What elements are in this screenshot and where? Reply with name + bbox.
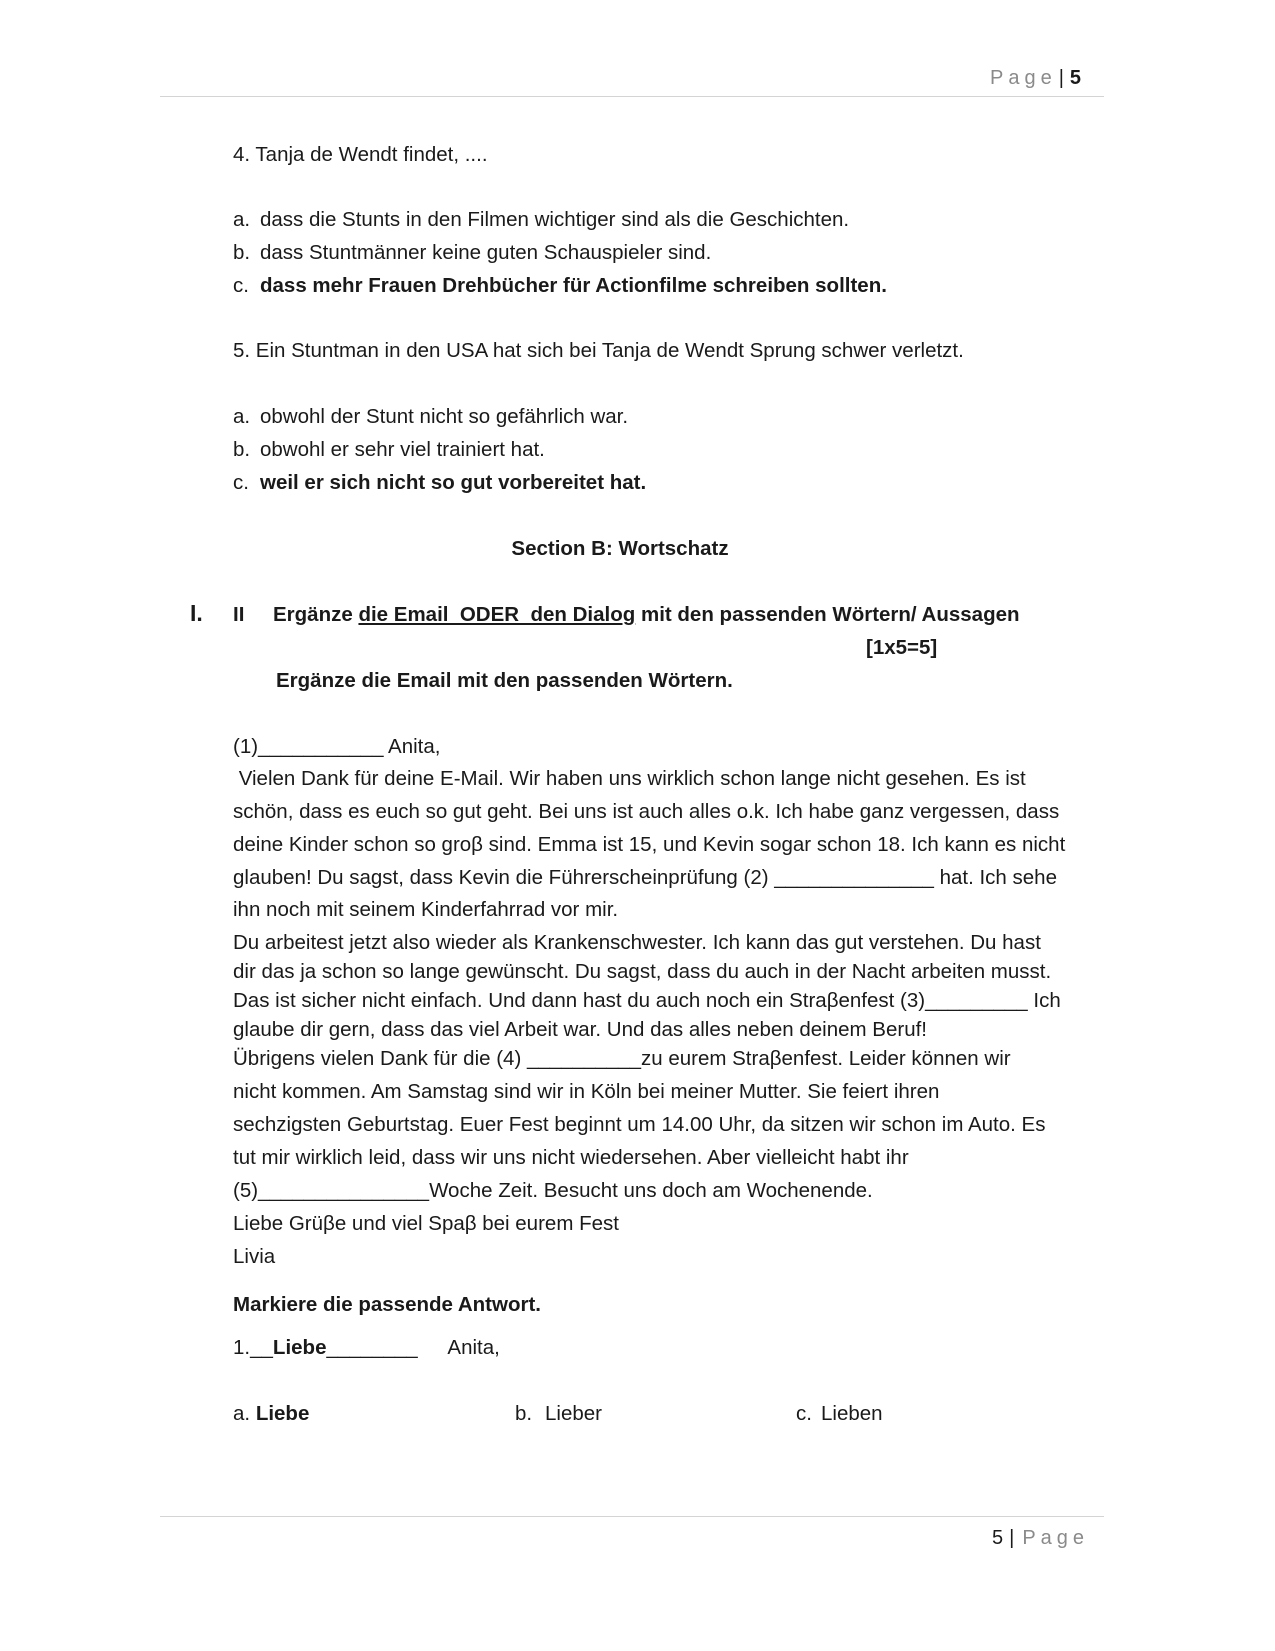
- option-letter: a.: [233, 208, 251, 231]
- task-option-b: [515, 1404, 602, 1425]
- task-heading: [233, 605, 1020, 626]
- email-line: (5)_______________Woche Zeit. Besucht uns doch am Wochenende.: [233, 1179, 873, 1202]
- email-line: Übrigens vielen Dank für die (4) __________zu eurem Straβenfest. Leider können wir: [233, 1047, 1011, 1070]
- footer-page-word: Page: [1022, 1527, 1090, 1549]
- item-tail: Anita,: [447, 1336, 500, 1359]
- option-letter: c.: [233, 274, 249, 297]
- option-letter: b.: [515, 1402, 533, 1425]
- email-line: tut mir wirklich leid, dass wir uns nicht wiedersehen. Aber vielleicht habt ihr: [233, 1146, 909, 1169]
- header-page-number: 5: [1069, 67, 1082, 89]
- task-instruction: Markiere die passende Antwort.: [233, 1293, 541, 1316]
- task-option-c: [796, 1404, 883, 1425]
- option-letter: b.: [233, 241, 251, 264]
- question-5-option-b: [233, 440, 545, 461]
- task-pre: Ergänze: [273, 603, 353, 626]
- option-letter: c.: [233, 471, 249, 494]
- header-rule: [160, 96, 1104, 97]
- email-line: dir das ja schon so lange gewünscht. Du sagst, dass du auch in der Nacht arbeiten musst.: [233, 960, 1052, 983]
- item-answer: Liebe: [272, 1336, 327, 1359]
- task-item-1: [233, 1338, 500, 1359]
- task-option-a: [233, 1404, 309, 1425]
- section-title: Section B: Wortschatz: [511, 537, 729, 560]
- section-roman-numeral: I.: [190, 600, 203, 626]
- marks-label: [1x5=5]: [866, 636, 938, 659]
- question-5-stem: 5. Ein Stuntman in den USA hat sich bei Tanja de Wendt Sprung schwer verletzt.: [233, 339, 964, 362]
- email-line: Du arbeitest jetzt also wieder als Krankenschwester. Ich kann das gut verstehen. Du hast: [233, 931, 1041, 954]
- email-line: ihn noch mit seinem Kinderfahrrad vor mir.: [233, 898, 619, 921]
- option-letter: b.: [233, 438, 251, 461]
- option-text: dass die Stunts in den Filmen wichtiger sind als die Geschichten.: [260, 208, 850, 231]
- option-letter: a.: [233, 405, 251, 428]
- email-line: deine Kinder schon so groβ sind. Emma ist 15, und Kevin sogar schon 18. Ich kann es nicht: [233, 833, 1066, 856]
- page-header: [990, 68, 1081, 88]
- email-line: Vielen Dank für deine E-Mail. Wir haben uns wirklich schon lange nicht gesehen. Es ist: [233, 767, 1026, 790]
- question-4-option-a: [233, 210, 849, 231]
- header-separator: |: [1058, 67, 1064, 89]
- question-4-stem: 4. Tanja de Wendt findet, ....: [233, 143, 488, 166]
- email-line: glauben! Du sagst, dass Kevin die Führerscheinprüfung (2) ______________ hat. Ich sehe: [233, 866, 1057, 889]
- footer-separator: |: [1009, 1527, 1015, 1549]
- option-text-correct: dass mehr Frauen Drehbücher für Actionfilme schreiben sollten.: [260, 274, 887, 297]
- question-5-option-a: [233, 407, 628, 428]
- page-footer: [992, 1528, 1089, 1548]
- email-line: Livia: [233, 1245, 276, 1268]
- item-number: 1.: [233, 1336, 251, 1359]
- email-line: Liebe Grüβe und viel Spaβ bei eurem Fest: [233, 1212, 619, 1235]
- option-text: Lieber: [545, 1402, 602, 1425]
- option-text-correct: weil er sich nicht so gut vorbereitet hat.: [260, 471, 647, 494]
- option-text: obwohl er sehr viel trainiert hat.: [260, 438, 545, 461]
- item-blank-pre: __: [250, 1336, 273, 1359]
- question-5-option-c: [233, 473, 646, 494]
- email-line: (1)___________ Anita,: [233, 735, 441, 758]
- question-4-option-c: [233, 276, 887, 297]
- option-text: dass Stuntmänner keine guten Schauspieler sind.: [260, 241, 712, 264]
- option-letter: c.: [796, 1402, 812, 1425]
- email-line: Das ist sicher nicht einfach. Und dann hast du auch noch ein Straβenfest (3)_________ Ich: [233, 989, 1061, 1012]
- sub-roman-numeral: II: [233, 603, 245, 626]
- email-line: schön, dass es euch so gut geht. Bei uns ist auch alles o.k. Ich habe ganz vergessen, dass: [233, 800, 1060, 823]
- question-4-option-b: [233, 243, 711, 264]
- task-post: mit den passenden Wörtern/ Aussagen: [640, 603, 1020, 626]
- footer-page-number: 5: [992, 1527, 1004, 1549]
- task-underlined: die Email ODER den Dialog: [358, 603, 636, 626]
- email-line: glaube dir gern, dass das viel Arbeit war. Und das alles neben deinem Beruf!: [233, 1018, 927, 1041]
- footer-rule: [160, 1516, 1104, 1517]
- task-subtitle: Ergänze die Email mit den passenden Wörtern.: [276, 669, 733, 692]
- option-text: Lieben: [821, 1402, 883, 1425]
- item-blank-post: ________: [326, 1336, 418, 1359]
- header-page-word: Page: [990, 67, 1057, 89]
- email-line: sechzigsten Geburtstag. Euer Fest beginnt um 14.00 Uhr, da sitzen wir schon im Auto. Es: [233, 1113, 1046, 1136]
- option-letter: a.: [233, 1402, 251, 1425]
- option-text: obwohl der Stunt nicht so gefährlich war.: [260, 405, 629, 428]
- email-line: nicht kommen. Am Samstag sind wir in Köln bei meiner Mutter. Sie feiert ihren: [233, 1080, 940, 1103]
- option-text-correct: Liebe: [255, 1402, 310, 1425]
